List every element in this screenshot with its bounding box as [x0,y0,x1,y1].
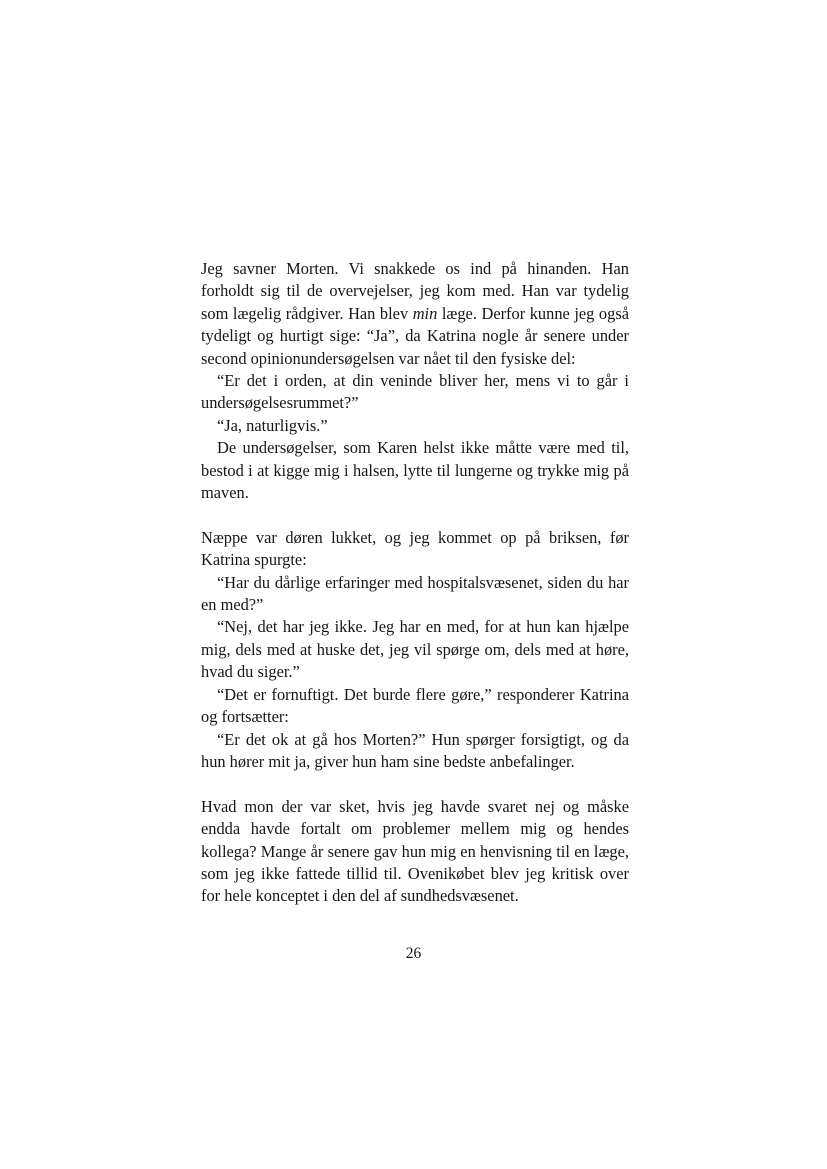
paragraph [201,527,629,572]
text-run: “Nej, det har jeg ikke. Jeg har en med, for at hun kan hjælpe mig, dels med at huske det, jeg vil spørge om, dels med at høre, hvad du siger.” [201,617,629,682]
paragraph [201,796,629,908]
paragraph [201,684,629,729]
paragraph [201,370,629,415]
text-run: De undersøgelser, som Karen helst ikke måtte være med til, bestod i at kigge mig i halsen, lytte til lungerne og trykke mig på maven. [201,438,629,503]
text-section [201,527,629,773]
text-run: læge. Derfor kunne jeg også tydeligt og hurtigt sige: “Ja”, da Katrina nogle år senere under second opinionundersøgelsen var nået til den fysiske del: [201,303,629,368]
text-run: Hvad mon der var sket, hvis jeg havde svaret nej og måske endda havde fortalt om problemer mellem mig og hendes kollega? Mange år senere gav hun mig en henvisning til en læge, som jeg ikke fattede tillid til. Ovenikøbet blev jeg kritisk over for hele konceptet i den del af sundhedsvæsenet. [201,796,629,906]
text-run: Jeg savner Morten. Vi snakkede os ind på hinanden. Han forholdt sig til de overvejelser, jeg kom med. Han var tydelig som lægelig rådgiver. Han blev [201,259,629,323]
page-number: 26 [405,945,422,962]
italic-text-run: min [412,303,438,323]
text-run: “Har du dårlige erfaringer med hospitalsvæsenet, siden du har en med?” [201,572,629,615]
body-text [201,258,629,908]
text-run: “Er det i orden, at din veninde bliver her, mens vi to går i undersøgelsesrummet?” [201,371,629,413]
paragraph [201,572,629,617]
paragraph [201,258,629,370]
paragraph [201,616,629,683]
paragraph [201,415,629,437]
text-section [201,258,629,504]
paragraph [201,437,629,504]
text-run: Næppe var døren lukket, og jeg kommet op på briksen, før Katrina spurgte: [201,527,629,570]
text-section [201,796,629,908]
text-run: “Er det ok at gå hos Morten?” Hun spørger forsigtigt, og da hun hører mit ja, giver hun ham sine bedste anbefalinger. [201,729,629,771]
paragraph [201,729,629,774]
text-run: “Det er fornuftigt. Det burde flere gøre,” responderer Katrina og fortsætter: [201,684,629,727]
text-run: “Ja, naturligvis.” [217,415,328,435]
